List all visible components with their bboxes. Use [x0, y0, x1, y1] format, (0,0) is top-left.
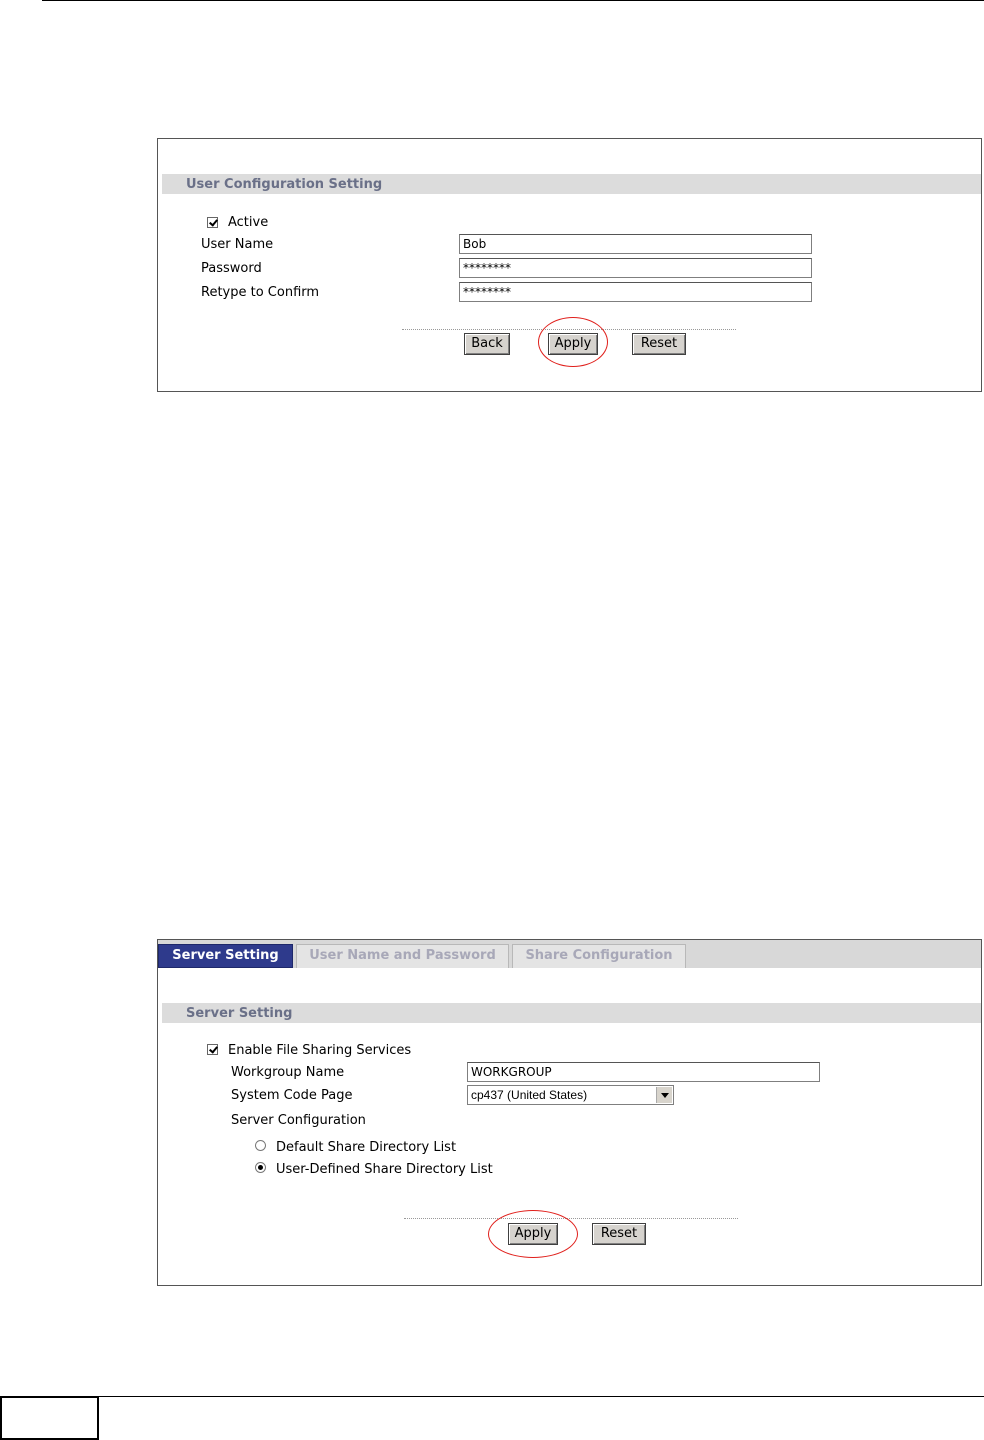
- retype-label: Retype to Confirm: [201, 285, 320, 300]
- highlight-circle: [538, 317, 608, 367]
- footer-rule: [99, 1396, 984, 1397]
- workgroup-name-label: Workgroup Name: [231, 1065, 345, 1080]
- default-share-directory-radio[interactable]: [255, 1140, 266, 1151]
- user-name-label: User Name: [201, 237, 274, 252]
- section-title: User Configuration Setting: [186, 177, 383, 192]
- user-defined-share-directory-label: User-Defined Share Directory List: [276, 1162, 493, 1177]
- system-code-page-value: cp437 (United States): [471, 1088, 588, 1102]
- enable-file-sharing-checkbox[interactable]: [207, 1044, 218, 1055]
- active-label: Active: [228, 215, 269, 230]
- apply-button[interactable]: Apply: [548, 333, 598, 355]
- workgroup-name-field[interactable]: WORKGROUP: [467, 1062, 820, 1082]
- tab-user-name-and-password[interactable]: User Name and Password: [296, 944, 509, 968]
- server-configuration-label: Server Configuration: [231, 1113, 366, 1128]
- back-button[interactable]: Back: [464, 333, 510, 355]
- page-number-box: [0, 1396, 99, 1440]
- user-defined-share-directory-radio[interactable]: [255, 1162, 266, 1173]
- header-rule: [42, 0, 984, 1]
- password-label: Password: [201, 261, 262, 276]
- retype-password-field[interactable]: ********: [459, 282, 812, 302]
- system-code-page-label: System Code Page: [231, 1088, 353, 1103]
- user-name-field[interactable]: Bob: [459, 234, 812, 254]
- system-code-page-select[interactable]: [467, 1085, 674, 1105]
- highlight-circle: [488, 1210, 578, 1258]
- chevron-down-icon[interactable]: [656, 1087, 672, 1103]
- tab-server-setting[interactable]: Server Setting: [158, 944, 293, 968]
- enable-file-sharing-label: Enable File Sharing Services: [228, 1043, 412, 1058]
- user-configuration-panel: [157, 138, 982, 392]
- password-field[interactable]: ********: [459, 258, 812, 278]
- section-header-bar: [162, 1003, 981, 1023]
- server-setting-panel: [157, 939, 982, 1286]
- tab-share-configuration[interactable]: Share Configuration: [512, 944, 686, 968]
- tab-bar: [158, 940, 981, 968]
- apply-button[interactable]: Apply: [508, 1223, 558, 1245]
- button-divider: [404, 1218, 738, 1219]
- reset-button[interactable]: Reset: [632, 333, 686, 355]
- active-checkbox[interactable]: [207, 217, 218, 228]
- section-title: Server Setting: [186, 1006, 293, 1021]
- reset-button[interactable]: Reset: [592, 1223, 646, 1245]
- section-header-bar: [162, 174, 981, 194]
- default-share-directory-label: Default Share Directory List: [276, 1140, 457, 1155]
